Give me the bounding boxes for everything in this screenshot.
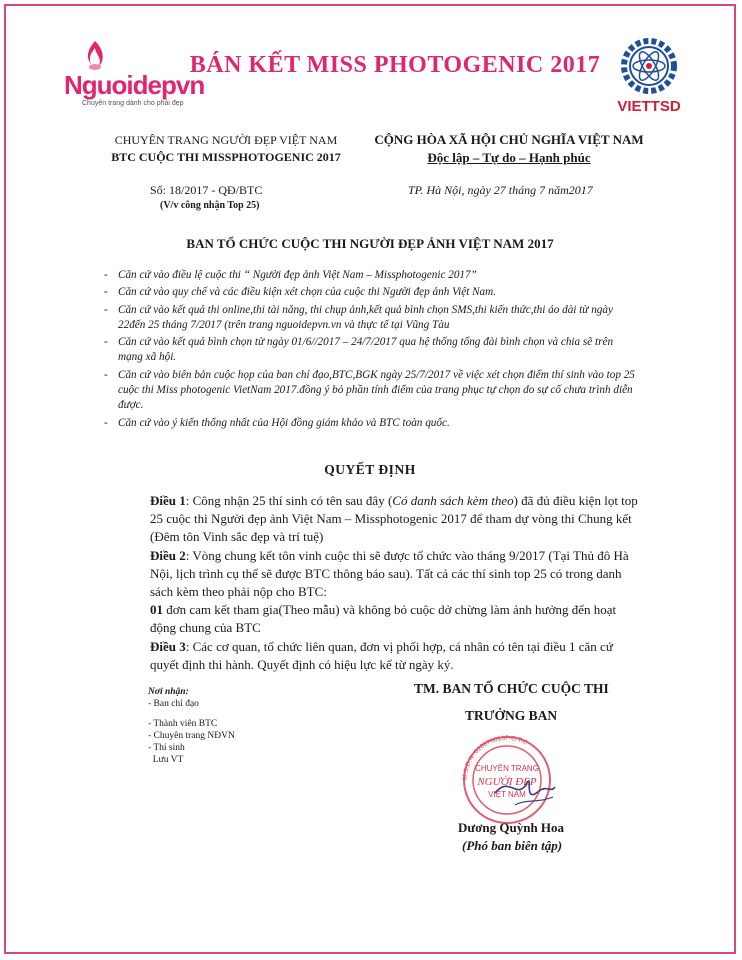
signer-name: Dương Quỳnh Hoa — [458, 820, 565, 835]
legal-bases-list — [104, 268, 640, 433]
recipient-item: - Thí sinh — [148, 743, 185, 753]
recipients-title: Nơi nhận: — [148, 687, 189, 697]
legal-basis-item: - Căn cứ vào ý kiến thống nhất của Hội đồng giám khảo và BTC toàn quốc. — [104, 416, 450, 429]
legal-basis-item: - Căn cứ vào điều lệ cuộc thi “ Người đẹp ảnh Việt Nam – Missphotogenic 2017” — [104, 269, 477, 281]
stamp-line-2: NGƯỜI ĐẸP — [477, 776, 537, 788]
national-title: CỘNG HÒA XÃ HỘI CHỦ NGHĨA VIỆT NAM — [374, 132, 644, 147]
national-motto: Độc lập – Tự do – Hạnh phúc — [427, 150, 591, 165]
gear-atom-icon — [604, 36, 694, 98]
recipient-item: Lưu VT — [148, 755, 184, 765]
partner-logo-text: VIETTSD — [617, 98, 681, 115]
brand-tagline: Chuyên trang dành cho phái đẹp — [82, 100, 184, 107]
brand-logo-text: Nguoidepvn — [64, 70, 205, 100]
issuer-line-1: CHUYÊN TRANG NGƯỜI ĐẸP VIỆT NAM — [114, 133, 338, 147]
issuer-line-2: BTC CUỘC THI MISSPHOTOGENIC 2017 — [111, 150, 341, 164]
legal-basis-text: Căn cứ vào điều lệ cuộc thi “ Người đẹp ảnh Việt Nam – Missphotogenic 2017” — [118, 269, 477, 281]
legal-basis-item: - Căn cứ vào quy chế và các điều kiện xét chọn của cuộc thi Người đẹp ảnh Việt Nam. — [104, 286, 497, 299]
legal-basis-item: - Căn cứ vào kết quả bình chọn từ ngày 01/6//2017 – 24/7/2017 qua hệ thống tổng đài bình chọn và chia sẽ trên mạng xã hội. — [104, 336, 614, 364]
signature-on-behalf: TM. BAN TỔ CHỨC CUỘC THI — [414, 681, 609, 696]
article-3-text: : Các cơ quan, tổ chức liên quan, đơn vị phối hợp, cá nhân có tên tại điều 1 căn cứ quyết định thi hành. Quyết định có hiệu lực kể từ ngày ký. — [150, 638, 613, 672]
viettsd-logo — [604, 36, 694, 116]
national-header — [368, 131, 650, 167]
decision-body — [150, 492, 640, 674]
handwritten-signature — [455, 735, 565, 825]
document-date: TP. Hà Nội, ngày 27 tháng 7 năm2017 — [408, 183, 593, 197]
stamp-line-3: VIỆT NAM — [488, 790, 526, 799]
article-1-label: Điều 1 — [150, 493, 186, 508]
recipients-block — [148, 686, 235, 766]
item-01-text: đơn cam kết tham gia(Theo mẫu) và không bỏ cuộc dở chừng làm ảnh hưởng đến hoạt động chung của BTC — [150, 602, 617, 636]
signer-role: (Phó ban biên tập) — [462, 838, 563, 853]
article-1-italic: Có danh sách kèm theo — [392, 493, 514, 508]
article-1-text-a: : Công nhận 25 thí sinh có tên sau đây ( — [185, 493, 393, 508]
issuer-header — [96, 132, 356, 166]
nguoidepvn-logo — [52, 40, 205, 110]
document-subject: (V/v công nhận Top 25) — [160, 200, 260, 211]
article-2-label: Điều 2 — [150, 547, 186, 563]
article-2-text: : Vòng chung kết tôn vinh cuộc thi sẽ được tổ chức vào tháng 9/2017 (Tại Thủ đô Hà Nội, lịch trình cụ thể sẽ được BTC thông báo sau). Tất cả các thí sinh top 25 có trong danh sách kèm theo phải nộp cho BTC: — [150, 547, 629, 600]
article-2-item — [150, 601, 640, 637]
page-title: BÁN KẾT MISS PHOTOGENIC 2017 — [189, 52, 601, 78]
stamp-ring-text: M.S.D.N: 0106700107-C.T.C — [461, 735, 529, 781]
recipient-item: - Thành viên BTC — [148, 719, 218, 729]
flame-icon — [82, 40, 108, 72]
stamp-line-1: CHUYÊN TRANG — [475, 764, 539, 773]
legal-basis-text: Căn cứ vào kết quả bình chọn từ ngày 01/6//2017 – 24/7/2017 qua hệ thống tổng đài bình chọn và chia sẽ trên mạng xã hội. — [118, 336, 614, 364]
legal-basis-item: - Căn cứ vào biên bản cuộc họp của ban chỉ đạo,BTC,BGK ngày 25/7/2017 về việc xét chọn điểm thí sinh vào top 25 cuộc thi Miss photogenic VietNam 2017.đồng ý bỏ phần tính điểm của trang phục tự chọn do sự cố chưa trình diễn được. — [104, 368, 635, 412]
signature-position: TRƯỞNG BAN — [465, 708, 558, 723]
item-01-label: 01 — [150, 602, 163, 618]
legal-basis-text: Căn cứ vào ý kiến thống nhất của Hội đồng giám khảo và BTC toàn quốc. — [118, 416, 450, 429]
article-3-label: Điều 3 — [150, 638, 186, 654]
legal-basis-item: - Căn cứ vào kết quả thi online,thi tài năng, thi chụp ảnh,kết quả bình chọn SMS,thi kiến thức,thi áo dài từ ngày 22đến 25 tháng 7/2017 (trên trang nguoidepvn.vn và thực tế tại Vũng Tàu — [104, 303, 613, 331]
recipient-item: - Chuyên trang NĐVN — [148, 731, 235, 741]
legal-basis-text: Căn cứ vào quy chế và các điều kiện xét chọn của cuộc thi Người đẹp ảnh Việt Nam. — [118, 286, 497, 299]
article-1 — [150, 492, 640, 547]
recipient-item: - Ban chỉ đạo — [148, 699, 199, 709]
legal-basis-text: Căn cứ vào kết quả thi online,thi tài năng, thi chụp ảnh,kết quả bình chọn SMS,thi kiến thức,thi áo dài từ ngày 22đến 25 tháng 7/2017 (trên trang nguoidepvn.vn và thực tế tại Vũng Tàu — [118, 303, 613, 331]
legal-basis-text: Căn cứ vào biên bản cuộc họp của ban chỉ đạo,BTC,BGK ngày 25/7/2017 về việc xét chọn điểm thí sinh vào top 25 cuộc thi Miss photogenic VietNam 2017.đồng ý bỏ phần tính điểm của trang phục tự chọn do sự cố chưa trình diễn được. — [118, 368, 635, 412]
decision-heading: QUYẾT ĐỊNH — [324, 462, 416, 477]
article-3 — [150, 638, 640, 674]
article-1-text-b: ) đã đủ điều kiện lọt top 25 cuộc thi Người đẹp ảnh Việt Nam – Missphotogenic 2017 để tham dự vòng thi Chung kết (Đêm tôn Vinh sắc đẹp và trí tuệ) — [150, 493, 638, 545]
issuing-body: BAN TỔ CHỨC CUỘC THI NGƯỜI ĐẸP ẢNH VIỆT NAM 2017 — [186, 236, 554, 251]
article-2 — [150, 547, 640, 602]
document-number: Số: 18/2017 - QĐ/BTC — [150, 183, 263, 197]
